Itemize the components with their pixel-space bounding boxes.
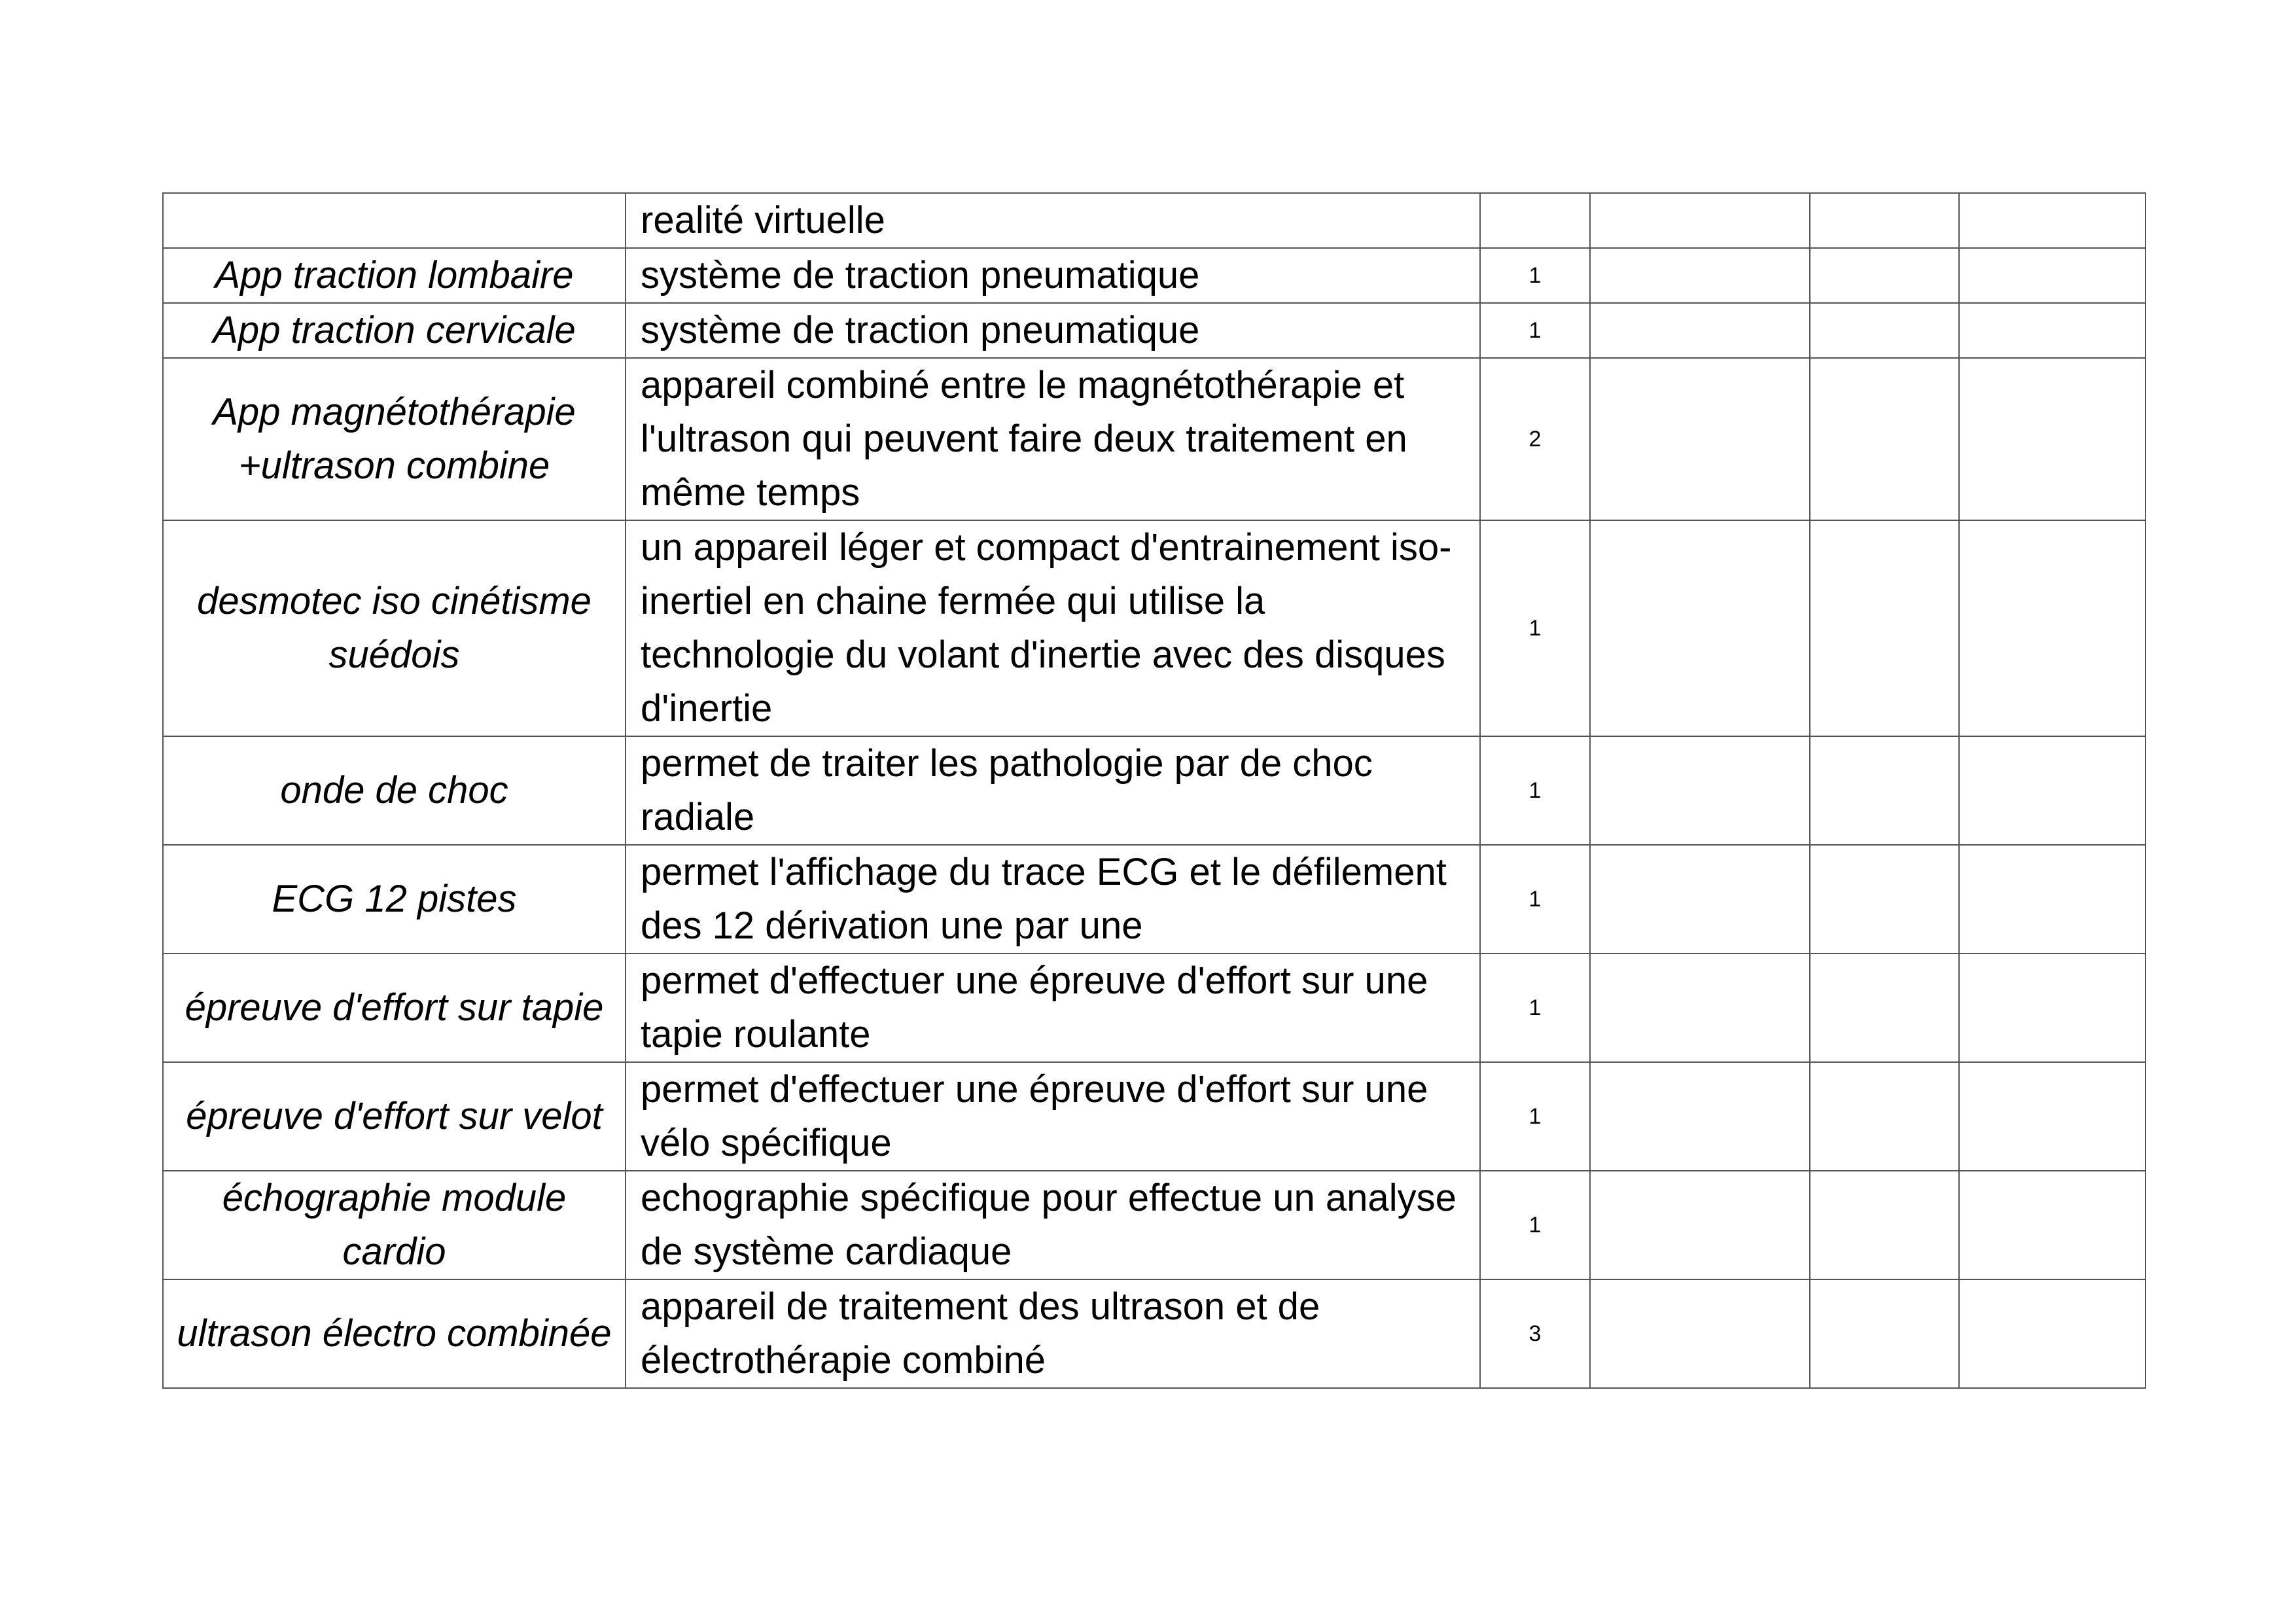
- equipment-table-body: [163, 193, 2146, 1388]
- empty-cell: [1810, 736, 1959, 845]
- empty-cell: [1810, 954, 1959, 1062]
- empty-cell: [1959, 954, 2146, 1062]
- empty-cell: [1810, 520, 1959, 736]
- equipment-quantity-cell: 1: [1480, 248, 1590, 303]
- equipment-description-cell: realité virtuelle: [626, 193, 1480, 248]
- empty-cell: [1590, 1062, 1810, 1171]
- empty-cell: [1590, 736, 1810, 845]
- equipment-quantity-cell: [1480, 193, 1590, 248]
- empty-cell: [1810, 1279, 1959, 1388]
- empty-cell: [1959, 1171, 2146, 1279]
- table-row: [163, 845, 2146, 954]
- table-row: [163, 520, 2146, 736]
- equipment-name-cell: App traction lombaire: [163, 248, 626, 303]
- empty-cell: [1959, 736, 2146, 845]
- equipment-name-cell: desmotec iso cinétisme suédois: [163, 520, 626, 736]
- empty-cell: [1959, 845, 2146, 954]
- empty-cell: [1959, 248, 2146, 303]
- equipment-quantity-cell: 1: [1480, 1062, 1590, 1171]
- empty-cell: [1810, 1171, 1959, 1279]
- empty-cell: [1959, 520, 2146, 736]
- empty-cell: [1810, 1062, 1959, 1171]
- equipment-description-cell: permet d'effectuer une épreuve d'effort sur une vélo spécifique: [626, 1062, 1480, 1171]
- empty-cell: [1810, 193, 1959, 248]
- equipment-name-cell: [163, 193, 626, 248]
- empty-cell: [1959, 358, 2146, 520]
- table-row: [163, 1062, 2146, 1171]
- equipment-description-cell: appareil combiné entre le magnétothérapie et l'ultrason qui peuvent faire deux traitement en même temps: [626, 358, 1480, 520]
- equipment-description-cell: un appareil léger et compact d'entrainement iso-inertiel en chaine fermée qui utilise la technologie du volant d'inertie avec des disques d'inertie: [626, 520, 1480, 736]
- equipment-name-cell: échographie module cardio: [163, 1171, 626, 1279]
- table-row: [163, 303, 2146, 358]
- equipment-description-cell: echographie spécifique pour effectue un analyse de système cardiaque: [626, 1171, 1480, 1279]
- empty-cell: [1959, 1279, 2146, 1388]
- empty-cell: [1810, 248, 1959, 303]
- empty-cell: [1590, 193, 1810, 248]
- equipment-name-cell: ultrason électro combinée: [163, 1279, 626, 1388]
- equipment-name-cell: épreuve d'effort sur velot: [163, 1062, 626, 1171]
- table-row: [163, 1171, 2146, 1279]
- empty-cell: [1959, 303, 2146, 358]
- equipment-quantity-cell: 3: [1480, 1279, 1590, 1388]
- empty-cell: [1810, 845, 1959, 954]
- table-row: [163, 248, 2146, 303]
- empty-cell: [1810, 303, 1959, 358]
- equipment-description-cell: appareil de traitement des ultrason et de électrothérapie combiné: [626, 1279, 1480, 1388]
- empty-cell: [1590, 248, 1810, 303]
- equipment-quantity-cell: 1: [1480, 736, 1590, 845]
- empty-cell: [1590, 520, 1810, 736]
- equipment-quantity-cell: 1: [1480, 520, 1590, 736]
- equipment-description-cell: permet d'effectuer une épreuve d'effort sur une tapie roulante: [626, 954, 1480, 1062]
- equipment-name-cell: App magnétothérapie +ultrason combine: [163, 358, 626, 520]
- empty-cell: [1590, 1171, 1810, 1279]
- empty-cell: [1590, 954, 1810, 1062]
- equipment-name-cell: ECG 12 pistes: [163, 845, 626, 954]
- equipment-table: [162, 192, 2146, 1389]
- empty-cell: [1959, 1062, 2146, 1171]
- equipment-description-cell: permet de traiter les pathologie par de choc radiale: [626, 736, 1480, 845]
- table-row: [163, 1279, 2146, 1388]
- table-row: [163, 358, 2146, 520]
- equipment-name-cell: épreuve d'effort sur tapie: [163, 954, 626, 1062]
- empty-cell: [1590, 358, 1810, 520]
- equipment-quantity-cell: 1: [1480, 303, 1590, 358]
- equipment-quantity-cell: 1: [1480, 845, 1590, 954]
- equipment-description-cell: système de traction pneumatique: [626, 303, 1480, 358]
- empty-cell: [1959, 193, 2146, 248]
- equipment-quantity-cell: 2: [1480, 358, 1590, 520]
- equipment-name-cell: onde de choc: [163, 736, 626, 845]
- table-row: [163, 954, 2146, 1062]
- empty-cell: [1590, 845, 1810, 954]
- table-row: [163, 736, 2146, 845]
- table-row: [163, 193, 2146, 248]
- equipment-name-cell: App traction cervicale: [163, 303, 626, 358]
- equipment-description-cell: système de traction pneumatique: [626, 248, 1480, 303]
- equipment-description-cell: permet l'affichage du trace ECG et le défilement des 12 dérivation une par une: [626, 845, 1480, 954]
- empty-cell: [1590, 303, 1810, 358]
- equipment-quantity-cell: 1: [1480, 954, 1590, 1062]
- equipment-quantity-cell: 1: [1480, 1171, 1590, 1279]
- empty-cell: [1810, 358, 1959, 520]
- empty-cell: [1590, 1279, 1810, 1388]
